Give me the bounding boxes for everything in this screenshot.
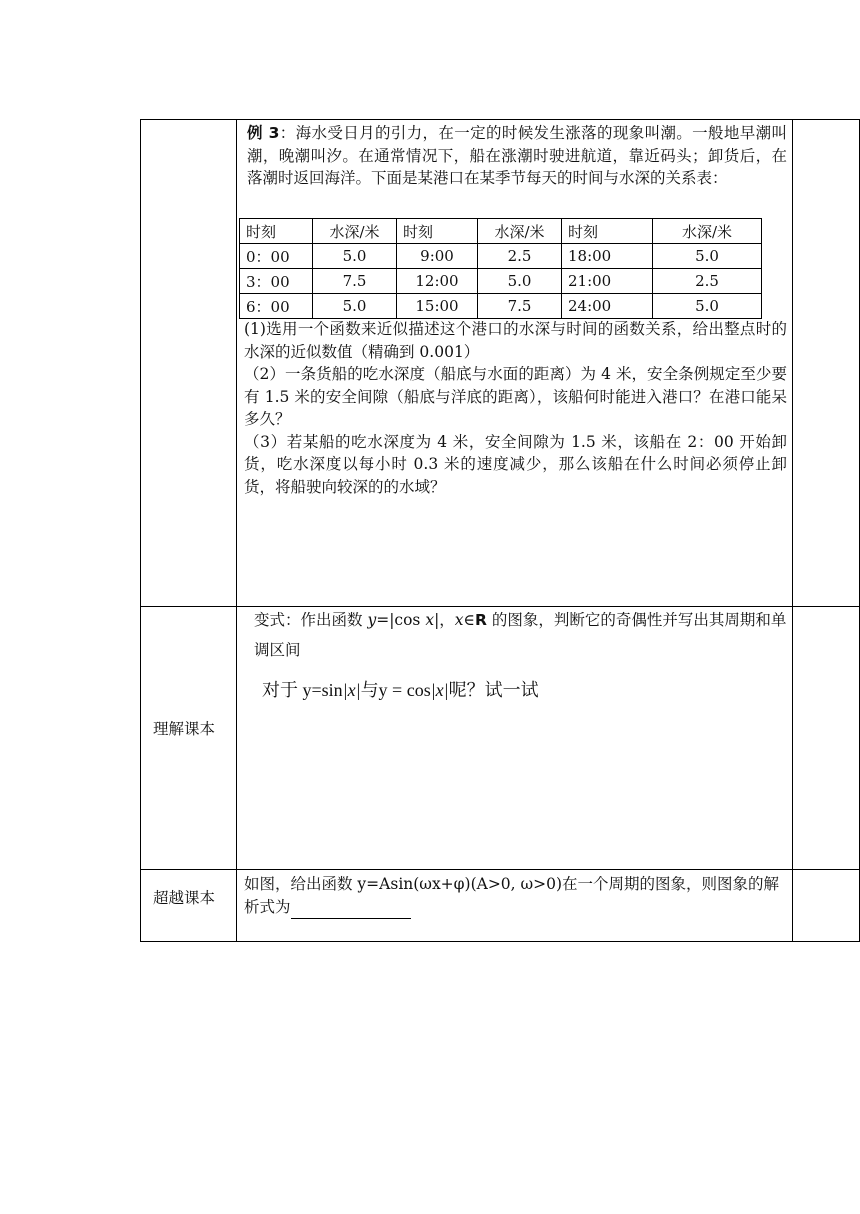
- table-row: [240, 294, 762, 319]
- variant-exercise: [254, 605, 789, 665]
- table-header: 时刻: [562, 219, 653, 244]
- variant-math-x: x: [425, 611, 435, 629]
- grid-row-divider-2: [140, 869, 860, 870]
- table-cell: 21:00: [562, 269, 653, 294]
- grid-left: [140, 119, 141, 942]
- formula-suffix: 呢？试一试: [448, 680, 539, 700]
- table-cell: 7.5: [313, 269, 397, 294]
- table-cell: 5.0: [313, 294, 397, 319]
- table-header: 时刻: [240, 219, 313, 244]
- table-header: 水深/米: [653, 219, 762, 244]
- table-cell: 0：00: [240, 244, 313, 269]
- table-cell: 24:00: [562, 294, 653, 319]
- table-header-row: [240, 219, 762, 244]
- example-tag: 例 3: [247, 124, 280, 142]
- variant-math-y: y: [367, 611, 377, 629]
- variant-math-x2: x: [454, 611, 464, 629]
- formula-abs-x-1: |x|: [342, 680, 361, 700]
- variant-text-b: =|cos: [376, 611, 426, 629]
- formula-abs-x-2: |x|: [430, 680, 449, 700]
- variant-formula: [262, 676, 539, 702]
- example-intro-text: ：海水受日月的引力，在一定的时候发生涨落的现象叫潮。一般地早潮叫潮，晚潮叫汐。在通常情况下，船在涨潮时驶进航道，靠近码头；卸货后，在落潮时返回海洋。下面是某港口在某季节每天的时间与水深的关系表：: [247, 124, 787, 187]
- grid-bottom: [140, 941, 860, 942]
- table-cell: 15:00: [397, 294, 478, 319]
- table-cell: 2.5: [478, 244, 562, 269]
- table-row: [240, 269, 762, 294]
- table-header: 水深/米: [478, 219, 562, 244]
- question-1: (1)选用一个函数来近似描述这个港口的水深与时间的函数关系，给出整点时的水深的近似数值（精确到 0.001）: [244, 320, 787, 361]
- table-row: [240, 244, 762, 269]
- row-label-beyond: 超越课本: [153, 889, 216, 907]
- table-cell: 7.5: [478, 294, 562, 319]
- table-cell: 12:00: [397, 269, 478, 294]
- table-cell: 5.0: [478, 269, 562, 294]
- beyond-text: 如图，给出函数 y=Asin(ωx+φ)(A>0, ω>0)在一个周期的图象，则图象的解析式为: [244, 875, 780, 916]
- table-cell: 9:00: [397, 244, 478, 269]
- variant-text-a: 变式：作出函数: [254, 611, 368, 629]
- table-cell: 3：00: [240, 269, 313, 294]
- table-cell: 5.0: [313, 244, 397, 269]
- beyond-exercise: [244, 873, 789, 919]
- table-cell: 2.5: [653, 269, 762, 294]
- formula-mid: 与y = cos: [360, 680, 431, 700]
- variant-text-e: 的图象，判断它的奇偶性并写出其周期和单调区间: [254, 611, 787, 659]
- question-2: （2）一条货船的吃水深度（船底与水面的距离）为 4 米，安全条例规定至少要有 1.5 米的安全间隙（船底与洋底的距离），该船何时能进入港口？在港口能呆多久？: [244, 365, 787, 428]
- example-3-intro: [247, 122, 787, 190]
- example-3-questions: [244, 318, 787, 498]
- answer-blank[interactable]: [291, 903, 411, 919]
- grid-top: [140, 119, 860, 120]
- table-cell: 6：00: [240, 294, 313, 319]
- tide-depth-table: [239, 218, 762, 319]
- variant-text-c: |，: [434, 611, 455, 629]
- table-cell: 5.0: [653, 294, 762, 319]
- variant-text-d: ∈: [463, 611, 476, 629]
- table-header: 时刻: [397, 219, 478, 244]
- grid-col-divider-2: [792, 119, 793, 942]
- table-cell: 18:00: [562, 244, 653, 269]
- table-header: 水深/米: [313, 219, 397, 244]
- question-3: （3）若某船的吃水深度为 4 米，安全间隙为 1.5 米，该船在 2：00 开始卸货，吃水深度以每小时 0.3 米的速度减少，那么该船在什么时间必须停止卸货，将船驶向较深的的水域？: [244, 432, 787, 496]
- table-cell: 5.0: [653, 244, 762, 269]
- row-label-understand: 理解课本: [153, 720, 216, 738]
- grid-col-divider-1: [236, 119, 237, 942]
- formula-prefix: 对于 y=sin: [262, 680, 343, 700]
- variant-math-R: R: [475, 611, 487, 629]
